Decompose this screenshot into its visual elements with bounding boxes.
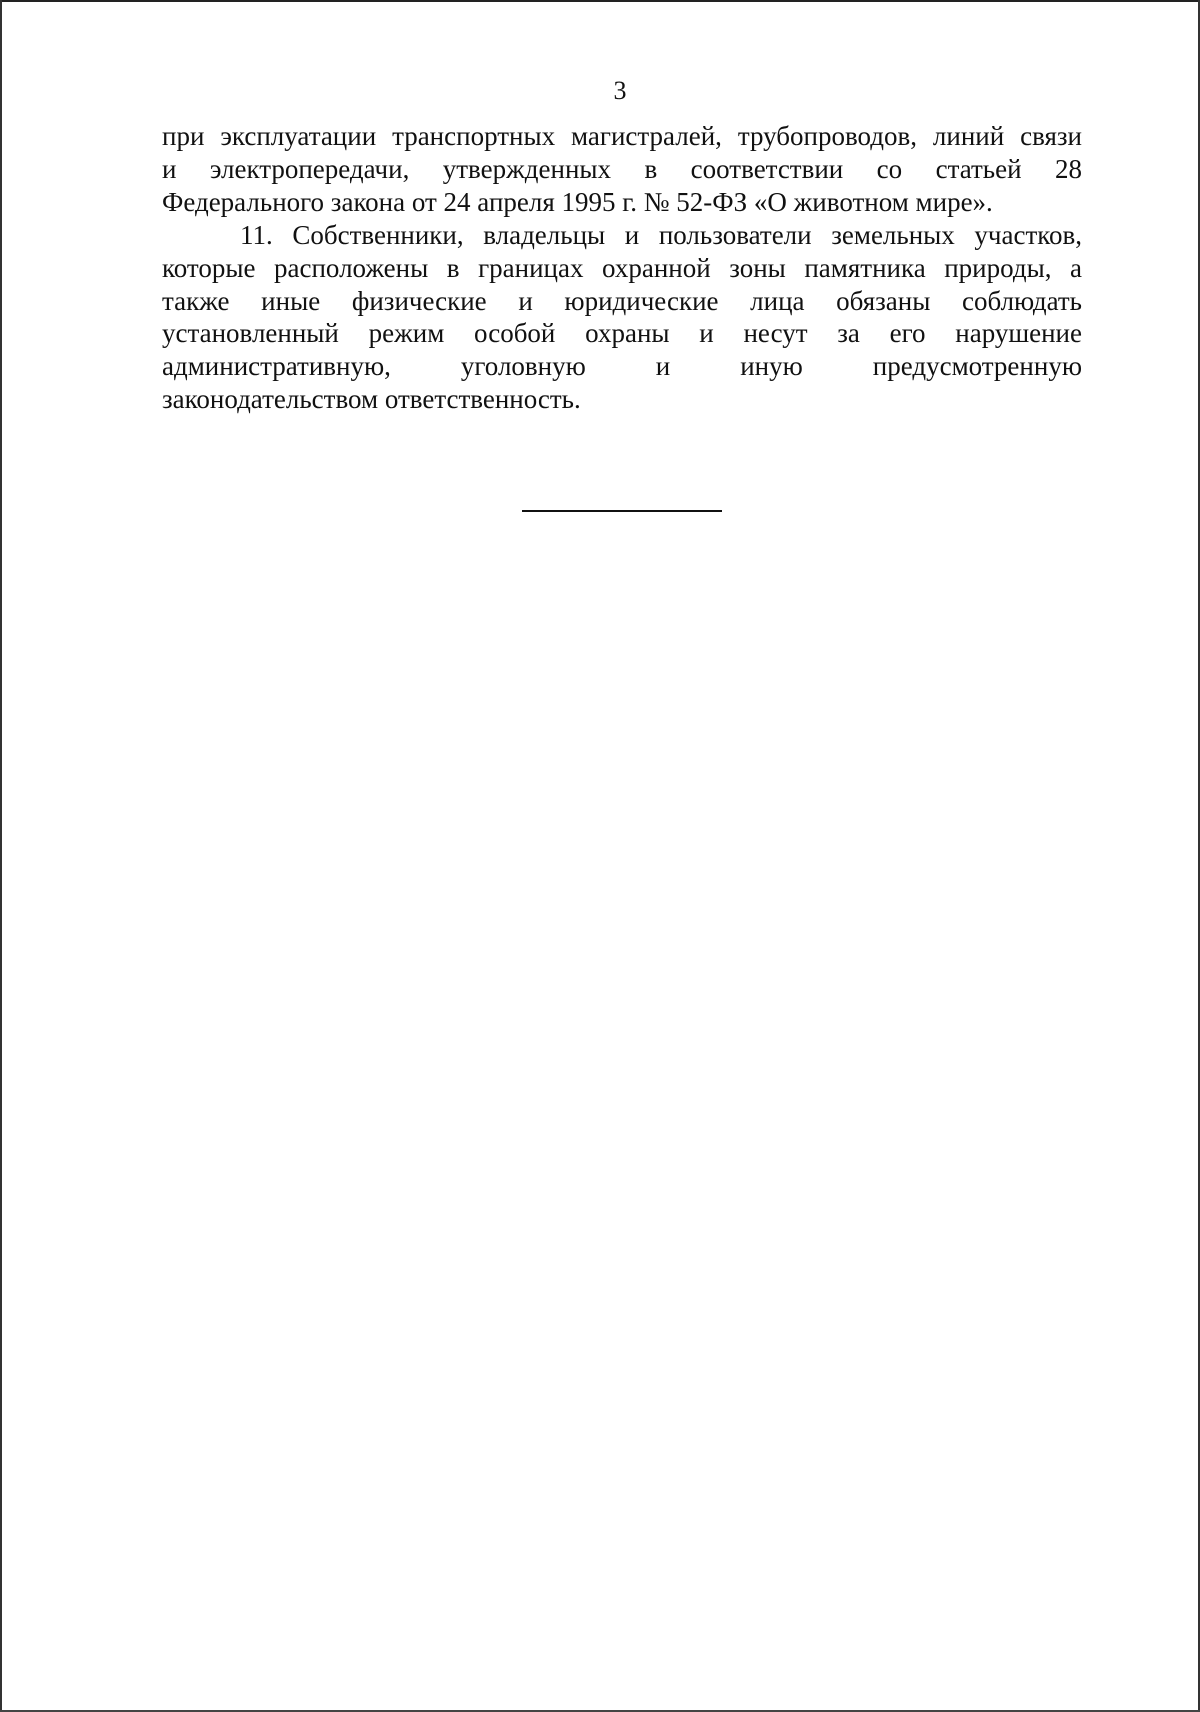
text-line: 11. Собственники, владельцы и пользователи земельных участков, [240,220,1082,250]
scan-border-left [0,0,2,1712]
text-line: при эксплуатации транспортных магистралей, трубопроводов, линий связи [162,121,1082,151]
text-line: законодательством ответственность. [162,383,581,414]
text-line: Федерального закона от 24 апреля 1995 г. № 52-ФЗ «О животном мире». [162,186,993,217]
paragraph-continuation [162,120,1082,218]
text-line: и электропередачи, утвержденных в соответствии со статьей 28 [162,153,1082,184]
page-number: 3 [613,76,627,105]
text-line: также иные физические и юридические лица обязаны соблюдать [162,285,1082,316]
text-line: которые расположены в границах охранной зоны памятника природы, а [162,252,1082,283]
end-separator-line [522,510,722,512]
text-line: установленный режим особой охраны и несут за его нарушение [162,318,1082,349]
paragraph-11 [162,219,1082,416]
scan-border-top [0,0,1200,2]
text-line: административную, уголовную и иную предусмотренную [162,351,1082,382]
